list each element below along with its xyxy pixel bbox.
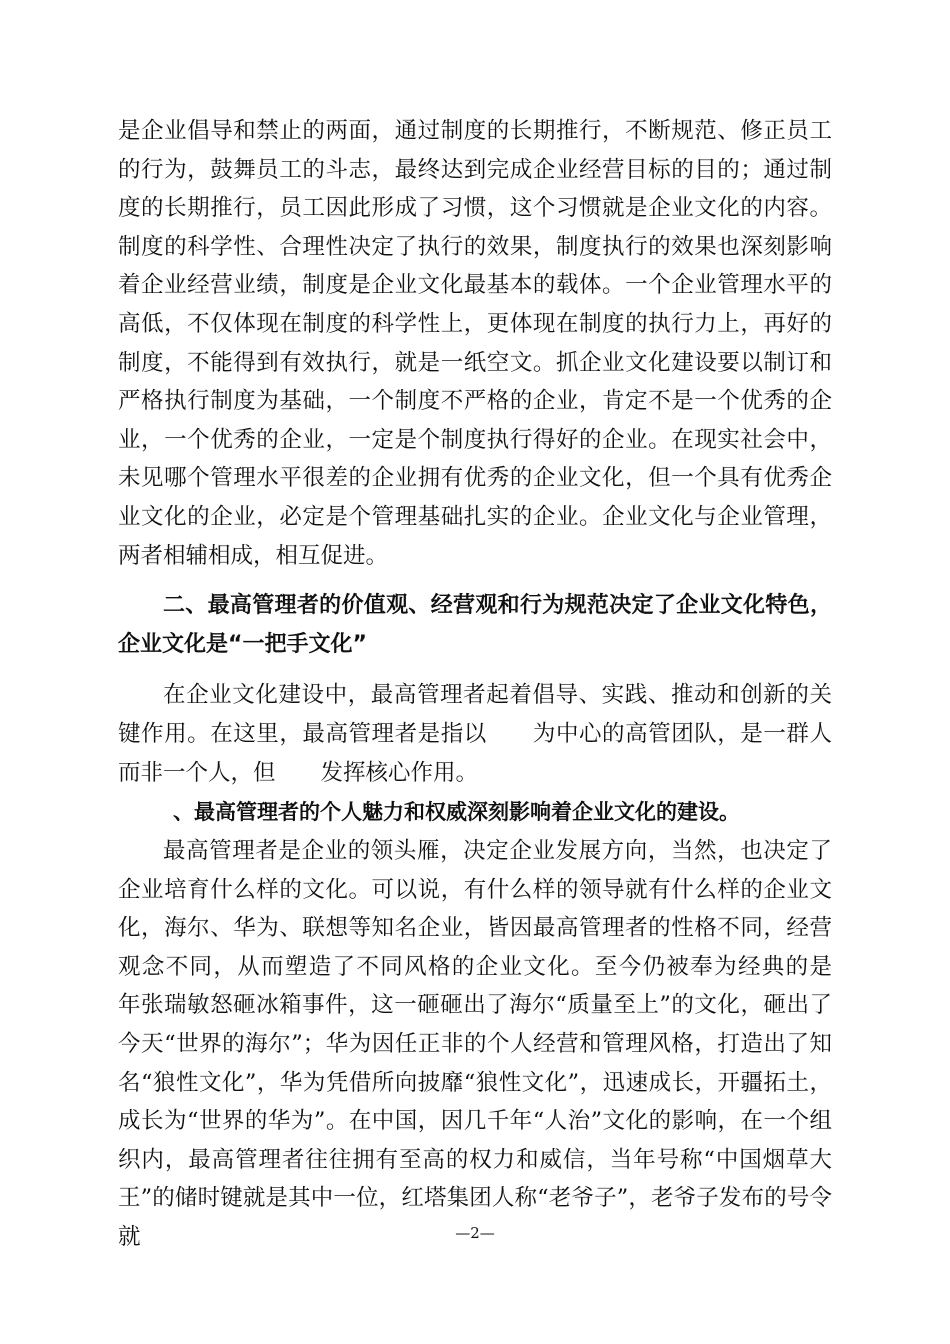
subsection-heading: 、最高管理者的个人魅力和权威深刻影响着企业文化的建设。 xyxy=(173,800,740,825)
paragraph-continuation: 是企业倡导和禁止的两面，通过制度的长期推行，不断规范、修正员工的行为，鼓舞员工的斗志，最终达到完成企业经营目标的目的；通过制度的长期推行，员工因此形成了习惯，这个习惯就是企业文化的内容。制度的科学性、合理性决定了执行的效果，制度执行的效果也深刻影响着企业经营业绩，制度是企业文化最基本的载体。一个企业管理水平的高低，不仅体现在制度的科学性上，更体现在制度的执行力上，再好的制度，不能得到有效执行，就是一纸空文。抓企业文化建设要以制订和严格执行制度为基础，一个制度不严格的企业，肯定不是一个优秀的企业，一个优秀的企业，一定是个制度执行得好的企业。在现实社会中，未见哪个管理水平很差的企业拥有优秀的企业文化，但一个具有优秀企业文化的企业，必定是个管理基础扎实的企业。企业文化与企业管理，两者相辅相成，相互促进。 xyxy=(118,118,832,569)
paragraph-role-of-top-manager: 在企业文化建设中，最高管理者起着倡导、实践、推动和创新的关键作用。在这里，最高管理者是指以 为中心的高管团队，是一群人而非一个人，但 发挥核心作用。 xyxy=(118,682,832,786)
document-body xyxy=(118,112,900,1257)
section-heading-two: 二、最高管理者的价值观、经营观和行为规范决定了企业文化特色，企业文化是“一把手文化” xyxy=(118,593,832,657)
page-number: —2— xyxy=(455,1224,495,1242)
paragraph-examples: 最高管理者是企业的领头雁，决定企业发展方向，当然，也决定了企业培育什么样的文化。可以说，有什么样的领导就有什么样的企业文化，海尔、华为、联想等知名企业，皆因最高管理者的性格不同，经营观念不同，从而塑造了不同风格的企业文化。至今仍被奉为经典的是 年张瑞敏怒砸冰箱事件，这一砸砸出了海尔“质量至上”的文化，砸出了今天“世界的海尔”；华为因任正非的个人经营和管理风格，打造出了知名“狼性文化”，华为凭借所向披靡“狼性文化”，迅速成长，开疆拓土，成长为“世界的华为”。在中国，因几千年“人治”文化的影响，在一个组织内，最高管理者往往拥有至高的权力和威信，当年号称“中国烟草大王”的储时键就是其中一位，红塔集团人称“老爷子”，老爷子发布的号令就 xyxy=(118,838,900,1251)
